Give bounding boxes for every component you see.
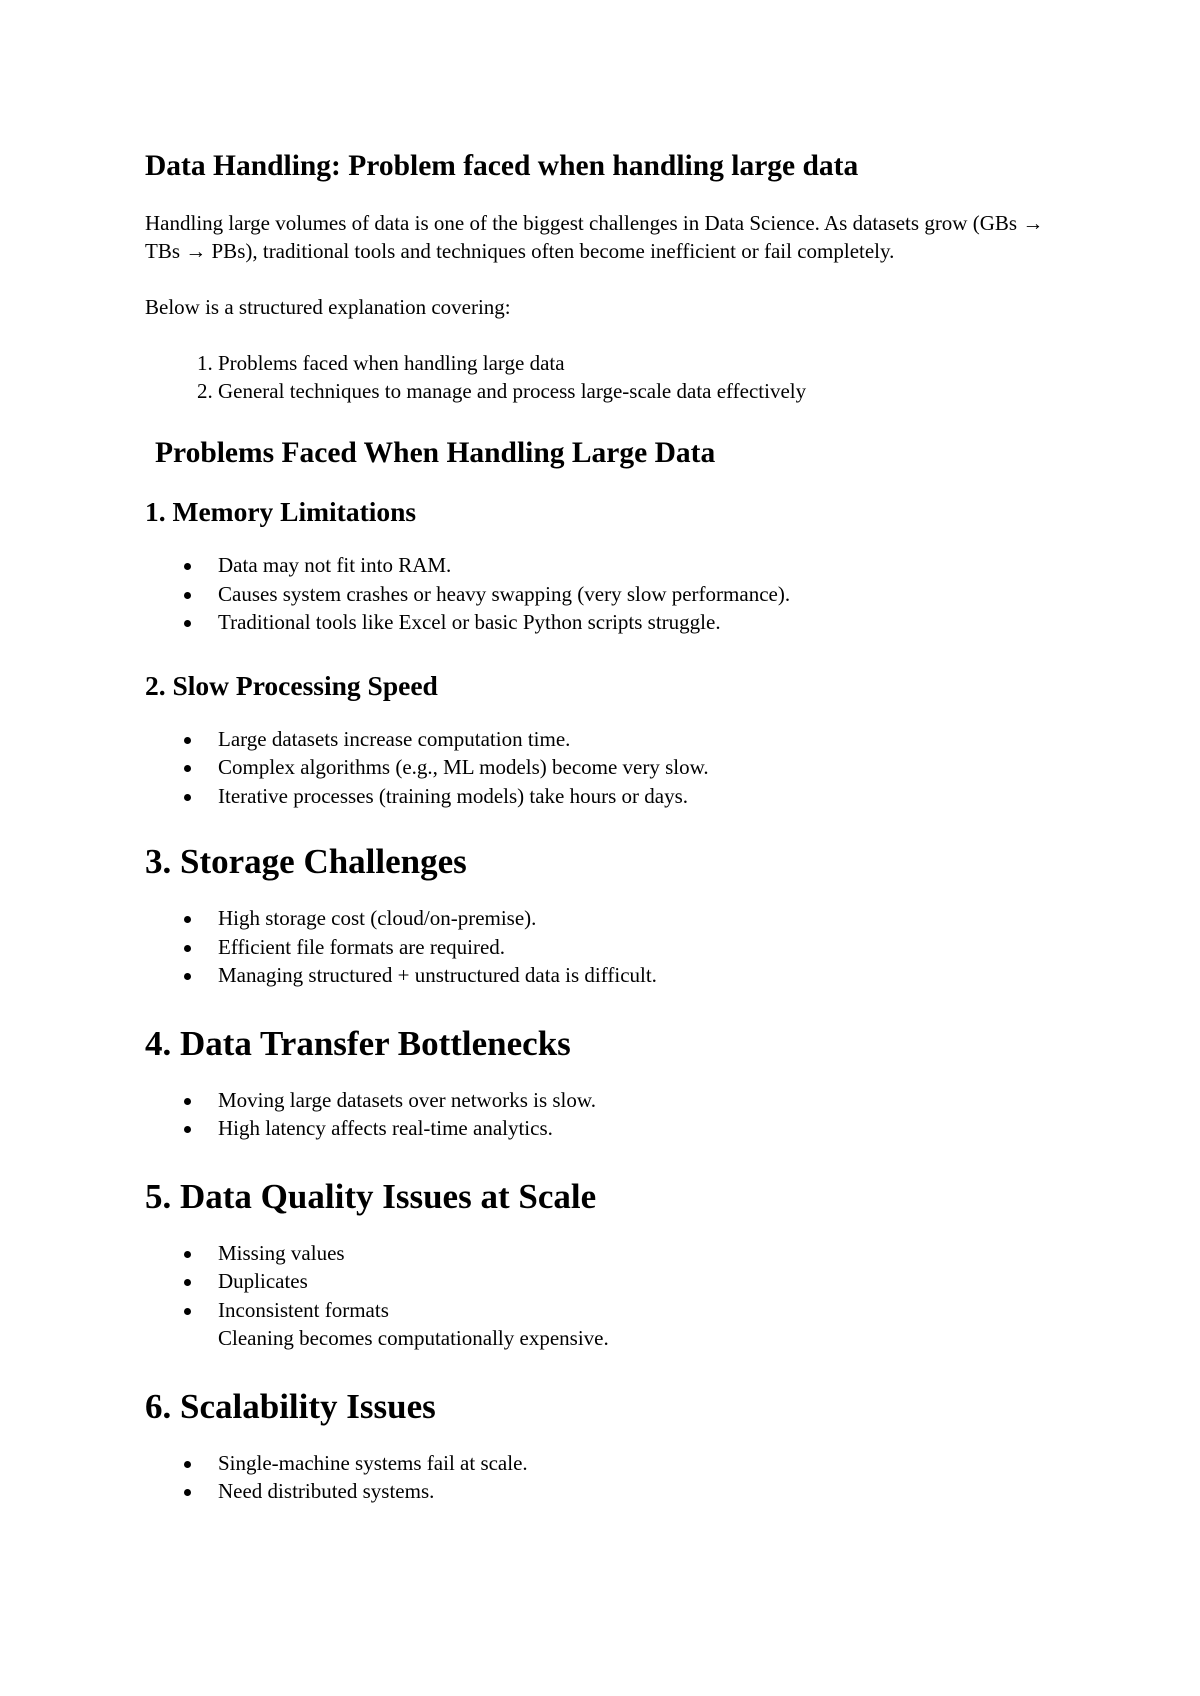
bullet-icon (184, 1461, 191, 1468)
list-item (218, 961, 1065, 990)
intro-paragraph: Handling large volumes of data is one of the biggest challenges in Data Science. As datasets grow (GBs → TBs → PBs), traditional tools and techniques often become inefficient or fail completely. (145, 211, 1044, 263)
bullet-icon (184, 916, 191, 923)
bullet-icon (184, 1279, 191, 1286)
bullet-icon (184, 945, 191, 952)
list-item (218, 1267, 1065, 1296)
bullet-icon (184, 794, 191, 801)
subsection-heading: 3. Storage Challenges (145, 842, 467, 881)
list-item-text: Efficient file formats are required. (218, 934, 506, 959)
list-item (218, 1086, 1065, 1115)
bullet-list (145, 904, 1065, 990)
bullet-list (145, 725, 1065, 811)
list-item (218, 1296, 1065, 1353)
list-item-text: Iterative processes (training models) take hours or days. (218, 783, 689, 808)
bullet-icon (184, 737, 191, 744)
subsection-heading: 4. Data Transfer Bottlenecks (145, 1023, 571, 1063)
subsection-heading: 2. Slow Processing Speed (145, 669, 438, 701)
bullet-list (145, 1086, 1065, 1143)
section-heading: Problems Faced When Handling Large Data (155, 437, 716, 469)
bullet-list (145, 1239, 1065, 1353)
bullet-icon (184, 1251, 191, 1258)
list-item-text: Inconsistent formats (218, 1297, 389, 1322)
subsection-scalability-issues (145, 1387, 1065, 1506)
bullet-icon (184, 1126, 191, 1133)
bullet-icon (184, 620, 191, 627)
list-item-text: Large datasets increase computation time. (218, 726, 571, 751)
bullet-icon (184, 1098, 191, 1105)
intro-list-item: 2. General techniques to manage and process large-scale data effectively (218, 377, 1065, 405)
subsection-data-transfer-bottlenecks (145, 1024, 1065, 1143)
intro-list (145, 349, 1065, 405)
bullet-icon (184, 1308, 191, 1315)
list-item (218, 580, 1065, 609)
document-title: Data Handling: Problem faced when handling large data (145, 150, 859, 182)
list-item (218, 933, 1065, 962)
subsection-heading: 6. Scalability Issues (145, 1386, 436, 1426)
subsection-heading: 5. Data Quality Issues at Scale (145, 1176, 597, 1216)
list-item (218, 608, 1065, 637)
bullet-icon (184, 1489, 191, 1496)
subsection-memory-limitations (145, 495, 1065, 637)
list-item (218, 551, 1065, 580)
subsection-storage-challenges (145, 842, 1065, 990)
bullet-list (145, 551, 1065, 637)
list-item-text: Missing values (218, 1240, 345, 1265)
list-item (218, 753, 1065, 782)
list-item-text: High storage cost (cloud/on-premise). (218, 906, 537, 930)
list-item-text: Duplicates (218, 1269, 308, 1293)
subsection-data-quality-issues (145, 1177, 1065, 1353)
list-item (218, 1477, 1065, 1506)
bullet-icon (184, 765, 191, 772)
list-item-text: Moving large datasets over networks is slow. (218, 1087, 596, 1112)
list-item (218, 725, 1065, 754)
list-item-text: Complex algorithms (e.g., ML models) become very slow. (218, 755, 709, 779)
subsection-slow-processing-speed (145, 669, 1065, 811)
list-item-text: Single-machine systems fail at scale. (218, 1450, 528, 1475)
list-item (218, 1449, 1065, 1478)
bullet-icon (184, 592, 191, 599)
list-item-text: Managing structured + unstructured data is difficult. (218, 963, 657, 987)
list-item (218, 1114, 1065, 1143)
list-item (218, 782, 1065, 811)
intro-lead: Below is a structured explanation covering: (145, 295, 511, 319)
list-item-text: Traditional tools like Excel or basic Python scripts struggle. (218, 610, 721, 634)
list-item-text: High latency affects real-time analytics. (218, 1116, 553, 1140)
bullet-icon (184, 563, 191, 570)
list-item-continuation: Cleaning becomes computationally expensive. (218, 1326, 609, 1350)
list-item (218, 904, 1065, 933)
list-item-text: Data may not fit into RAM. (218, 553, 452, 577)
bullet-icon (184, 973, 191, 980)
intro-list-item: 1. Problems faced when handling large data (218, 349, 1065, 377)
document-page (145, 148, 1065, 1532)
bullet-list (145, 1449, 1065, 1506)
list-item-text: Need distributed systems. (218, 1479, 435, 1503)
list-item-text: Causes system crashes or heavy swapping (very slow performance). (218, 581, 791, 606)
list-item (218, 1239, 1065, 1268)
subsection-heading: 1. Memory Limitations (145, 496, 417, 527)
